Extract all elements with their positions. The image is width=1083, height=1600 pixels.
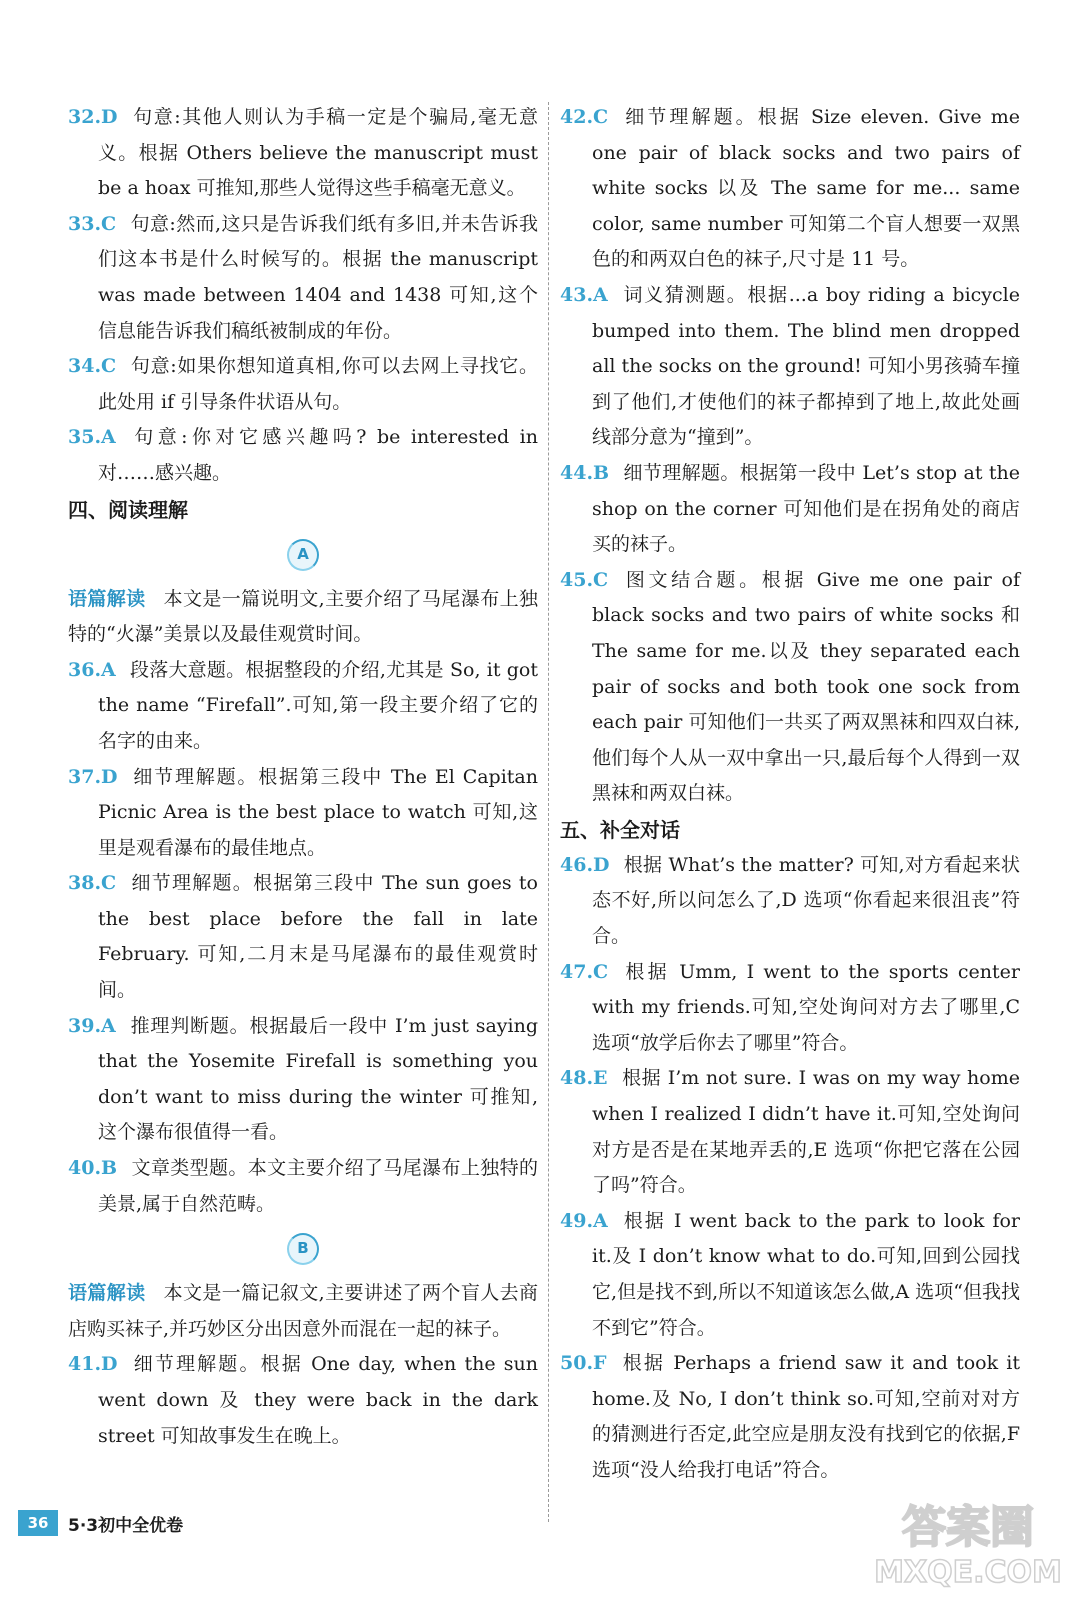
answer-explanation: 细节理解题。根据第三段中 The sun goes to the best place before the fall in late February. 可知,二月末是马尾瀑布的最佳观赏时间。 [98,872,538,1002]
page-number: 36 [18,1510,58,1536]
passage-a-intro-text: 本文是一篇说明文,主要介绍了马尾瀑布上独特的“火瀑”美景以及最佳观赏时间。 [68,587,538,646]
answer-item [68,1151,538,1222]
left-column [68,100,538,1454]
answer-explanation: 根据 Perhaps a friend saw it and took it home.及 No, I don’t think so.可知,空前对对方的猜测进行否定,此空应是朋友没有找到它的依据,F 选项“没人给我打电话”符合。 [592,1352,1020,1481]
passage-b-badge: B [287,1233,319,1265]
series-name: 5·3初中全优卷 [68,1515,184,1536]
answer-explanation: 根据 Umm, I went to the sports center with my friends.可知,空处询问对方去了哪里,C 选项“放学后你去了哪里”符合。 [592,960,1020,1054]
answer-item [68,207,538,349]
answer-explanation: 细节理解题。根据 Size eleven. Give me one pair of black socks and two pairs of white socks 以及 The same for me... same color, same number 可知第二个盲人想要一双黑色的和两双白色的袜子,尺寸是 11 号。 [592,106,1020,271]
answer-explanation: 根据 What’s the matter? 可知,对方看起来状态不好,所以问怎么了,D 选项“你看起来很沮丧”符合。 [592,853,1020,948]
answer-number: 42.C [560,106,609,128]
answer-number: 38.C [68,872,117,895]
passage-a-intro-tag: 语篇解读 [68,587,146,610]
answer-number: 41.D [68,1353,118,1376]
answer-item [560,1061,1020,1203]
answer-number: 48.E [560,1067,608,1090]
answer-number: 33.C [68,212,117,235]
watermark-line2: MXQE.COM [874,1555,1062,1590]
answer-explanation: 细节理解题。根据第三段中 The El Capitan Picnic Area is the best place to watch 可知,这里是观看瀑布的最佳地点。 [98,765,538,859]
answer-number: 40.B [68,1157,118,1180]
answer-explanation: 细节理解题。根据 One day, when the sun went down 及 they were back in the dark street 可知故事发生在晚上。 [98,1353,538,1447]
answer-explanation: 根据 I went back to the park to look for it.及 I don’t know what to do.可知,回到公园找它,但是找不到,所以不知道该怎么做,A 选项“但我找不到它”符合。 [592,1209,1020,1339]
answer-number: 35.A [68,426,116,449]
watermark-logo [868,1490,1068,1590]
answer-number: 43.A [560,283,608,306]
answer-explanation: 推理判断题。根据最后一段中 I’m just saying that the Yosemite Firefall is something you don’t want to miss during the winter 可推知,这个瀑布很值得一看。 [98,1014,538,1144]
answer-number: 47.C [560,960,609,983]
answer-item [68,1347,538,1454]
answer-item [68,866,538,1008]
answer-number: 46.D [560,853,610,876]
answer-number: 39.A [68,1014,116,1037]
answer-explanation: 句意:如果你想知道真相,你可以去网上寻找它。此处用 if 引导条件状语从句。 [98,355,538,413]
answer-explanation: 句意:你对它感兴趣吗? be interested in 对……感兴趣。 [98,426,538,484]
answer-item [68,1009,538,1151]
passage-b-intro-text: 本文是一篇记叙文,主要讲述了两个盲人去商店购买袜子,并巧妙区分出因意外而混在一起的袜子。 [68,1282,538,1340]
answer-number: 36.A [68,658,116,681]
answer-number: 34.C [68,355,117,378]
passage-b-intro-tag: 语篇解读 [68,1282,146,1305]
answer-item [560,1204,1020,1346]
answer-item [560,563,1020,812]
passage-a-intro [68,582,538,653]
answer-explanation: 文章类型题。本文主要介绍了马尾瀑布上独特的美景,属于自然范畴。 [98,1157,538,1215]
answer-item [68,760,538,867]
answer-item [560,100,1020,278]
page-footer [18,1510,183,1536]
answer-explanation: 句意:其他人则认为手稿一定是个骗局,毫无意义。根据 Others believe the manuscript must be a hoax 可推知,那些人觉得这些手稿毫无意义。 [98,106,538,200]
answer-item [560,456,1020,563]
watermark-line1: 答案圈 [902,1502,1034,1553]
section-title-dialogue: 五、补全对话 [560,817,680,842]
answer-explanation: 词义猜测题。根据...a boy riding a bicycle bumped into them. The blind men dropped all the socks on the ground! 可知小男孩骑车撞到了他们,才使他们的袜子都掉到了地上,故此处画线部分意为“撞到”。 [592,283,1020,449]
passage-b-intro [68,1276,538,1347]
right-column [560,100,1020,1489]
answer-explanation: 根据 I’m not sure. I was on my way home when I realized I didn’t have it.可知,空处询问对方是否是在某地弄丢的,E 选项“你把它落在公园了吗”符合。 [592,1067,1020,1197]
answer-number: 44.B [560,461,610,484]
answer-number: 45.C [560,568,609,591]
answer-item [560,955,1020,1062]
passage-a-badge: A [287,539,319,571]
answer-number: 49.A [560,1209,608,1232]
answer-item [68,349,538,420]
answer-explanation: 细节理解题。根据第一段中 Let’s stop at the shop on the corner 可知他们是在拐角处的商店买的袜子。 [592,461,1020,556]
answer-item [560,278,1020,456]
section-title-reading: 四、阅读理解 [68,497,188,522]
answer-explanation: 段落大意题。根据整段的介绍,尤其是 So, it got the name “Firefall”.可知,第一段主要介绍了它的名字的由来。 [98,658,538,752]
answer-item [560,1346,1020,1488]
answer-number: 32.D [68,106,118,128]
answer-item [68,420,538,491]
answer-explanation: 句意:然而,这只是告诉我们纸有多旧,并未告诉我们这本书是什么时候写的。根据 the manuscript was made between 1404 and 1438 可知,这个信息能告诉我们稿纸被制成的年份。 [98,212,538,342]
column-divider [548,102,549,1522]
answer-number: 37.D [68,765,118,788]
answer-item [560,848,1020,955]
answer-item [68,653,538,760]
answer-explanation: 图文结合题。根据 Give me one pair of black socks and two pairs of white socks 和 The same for me.以及 they separated each pair of socks and both took one sock from each pair 可知他们一共买了两双黑袜和四双白袜,他们每个人从一双中拿出一只,最后每个人得到一双黑袜和两双白袜。 [592,568,1020,805]
answer-number: 50.F [560,1352,607,1375]
answer-item [68,100,538,207]
